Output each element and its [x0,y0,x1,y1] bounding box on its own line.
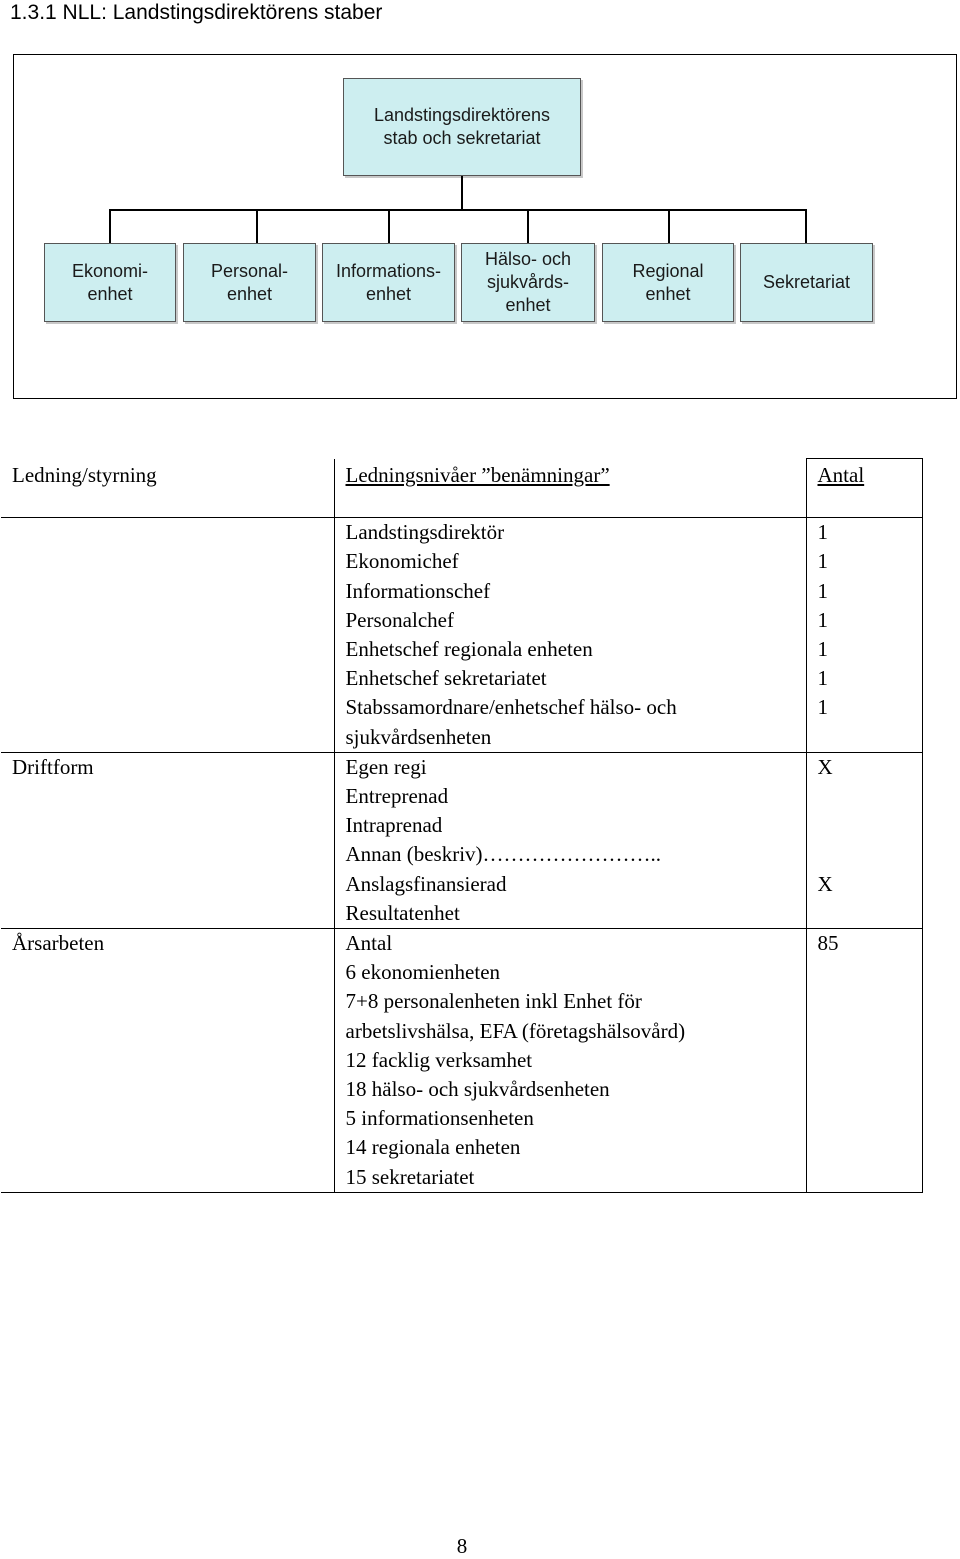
list-item: Stabssamordnare/enhetschef hälso- och [345,695,677,720]
count-value: 1 [817,549,828,574]
count-value: 85 [817,931,839,956]
list-item: Ekonomichef [345,549,459,574]
list-item: 14 regionala enheten [345,1135,521,1160]
org-unit-ekonomi: Ekonomi- enhet [44,243,176,322]
row-items [334,752,806,928]
count-value: 1 [817,607,828,632]
org-connector-horizontal [109,209,807,211]
list-item: Anslagsfinansierad [345,871,507,896]
list-item: 12 facklig verksamhet [345,1047,533,1072]
list-item: Antal [345,931,393,956]
org-connector-drop [388,210,390,243]
org-unit-regional: Regional enhet [602,243,734,322]
org-connector-drop [668,210,670,243]
org-unit-sekretariat: Sekretariat [740,243,873,322]
row-counts [806,929,922,1193]
header-ledningsnivaer: Ledningsnivåer ”benämningar” [334,459,806,518]
list-item: 18 hälso- och sjukvårdsenheten [345,1077,610,1102]
list-item: sjukvårdsenheten [345,724,492,749]
org-connector-drop [805,210,807,243]
row-category: Driftform [1,752,334,928]
list-item: Intraprenad [345,813,443,838]
table-row [1,752,922,928]
table-header-row [1,459,922,518]
org-connector-drop [527,210,529,243]
list-item: Enhetschef sekretariatet [345,666,547,691]
list-item: Landstingsdirektör [345,520,505,545]
row-counts [806,518,922,753]
row-items [334,518,806,753]
row-items [334,929,806,1193]
list-item: Enhetschef regionala enheten [345,637,593,662]
list-item: Entreprenad [345,784,449,809]
page-number: 8 [456,1534,468,1558]
org-root-box: Landstingsdirektörens stab och sekretariat [343,78,581,176]
count-value: 1 [817,520,828,545]
list-item: Resultatenhet [345,900,460,925]
table-row [1,929,922,1193]
list-item: 15 sekretariatet [345,1164,475,1189]
org-unit-informations: Informations- enhet [322,243,455,322]
list-item: Informationschef [345,578,491,603]
row-category [1,518,334,753]
list-item: Annan (beskriv)…………………….. [345,842,662,867]
org-connector-drop [109,210,111,243]
table-row [1,518,922,753]
count-value: 1 [817,578,828,603]
count-value: 1 [817,637,828,662]
org-unit-halso-sjukvard: Hälso- och sjukvårds- enhet [461,243,595,322]
org-connector-vertical [461,176,463,210]
section-heading: 1.3.1 NLL: Landstingsdirektörens staber [10,1,383,24]
count-value: 1 [817,695,828,720]
org-connector-drop [256,210,258,243]
list-item: 6 ekonomienheten [345,960,501,985]
header-ledning-styrning: Ledning/styrning [1,459,334,518]
count-value: 1 [817,666,828,691]
count-value: X [817,871,833,896]
staff-table [1,458,923,1193]
list-item: Personalchef [345,607,454,632]
list-item: 7+8 personalenheten inkl Enhet för [345,989,642,1014]
list-item: 5 informationsenheten [345,1106,534,1131]
list-item: arbetslivshälsa, EFA (företagshälsovård) [345,1018,686,1043]
header-antal: Antal [806,459,922,518]
row-category: Årsarbeten [1,929,334,1193]
row-counts [806,752,922,928]
org-unit-personal: Personal- enhet [183,243,316,322]
count-value: X [817,754,833,779]
list-item: Egen regi [345,754,427,779]
